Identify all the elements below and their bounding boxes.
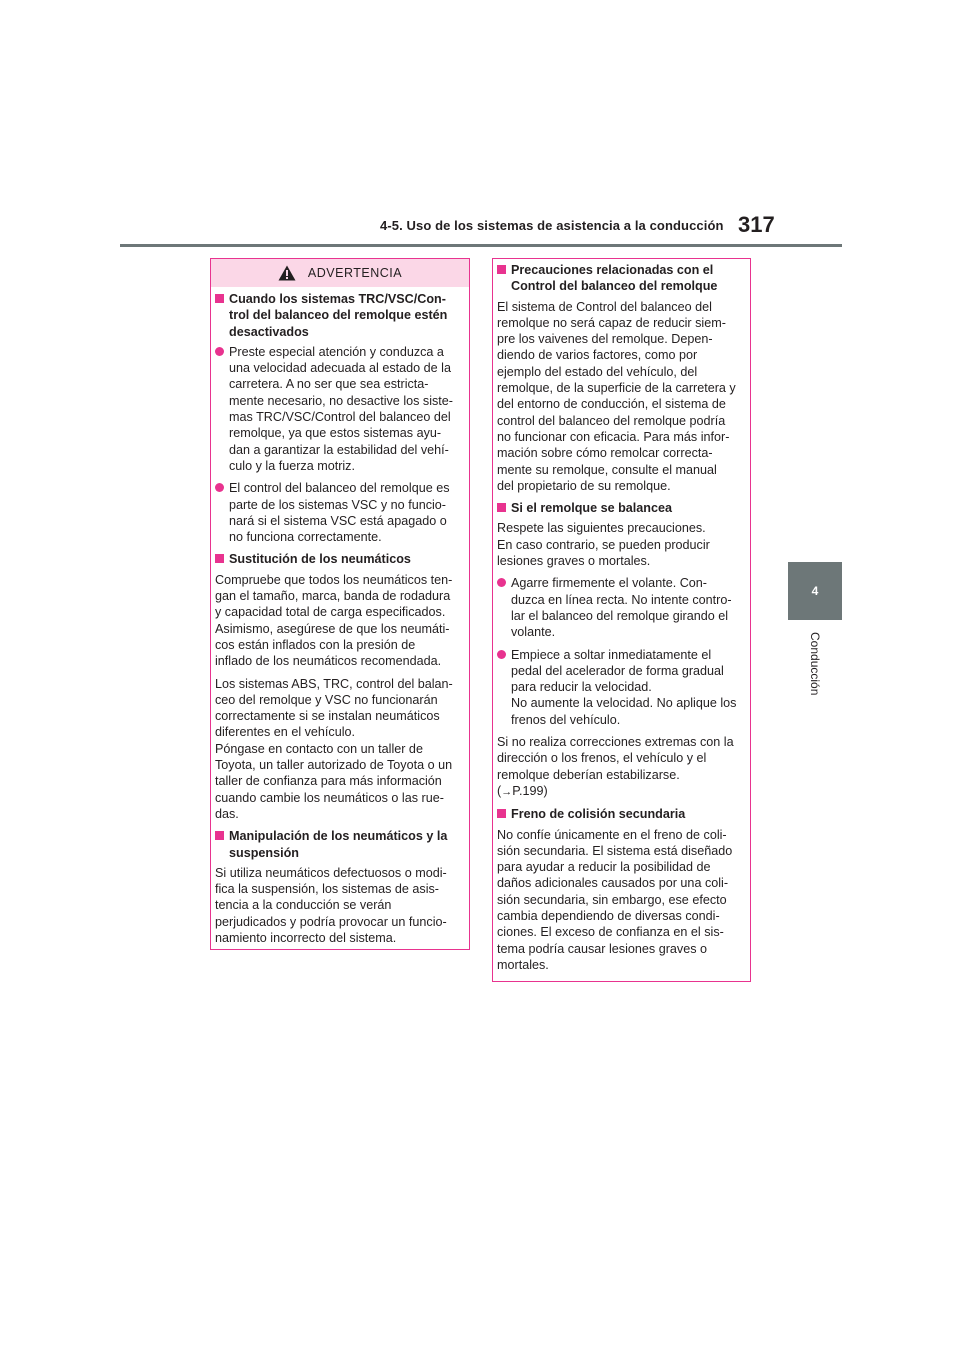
list-item [497, 647, 740, 728]
chapter-number: 4 [811, 584, 819, 598]
heading-text: Si el remolque se balancea [511, 501, 672, 516]
warning-box-continued [492, 258, 751, 982]
list-item-text: Empiece a soltar inmediatamente el pedal del acelerador de forma gradual para reducir la velocidad. No aumente la velocidad. No aplique los frenos del vehículo. [511, 647, 737, 727]
square-bullet-icon [497, 265, 506, 274]
warning-heading-trailer-sway [497, 500, 740, 516]
circle-bullet-icon [215, 347, 224, 356]
chapter-tab[interactable] [788, 562, 842, 620]
warning-box [210, 258, 470, 950]
paragraph-text: Si no realiza correcciones extremas con la dirección o los frenos, el vehículo y el remolque deberían estabilizarse. [497, 735, 734, 782]
heading-text: Precauciones relacionadas con el Control del balanceo del remolque [511, 263, 718, 294]
square-bullet-icon [215, 831, 224, 840]
right-arrow-icon: → [501, 785, 513, 798]
page-reference-link[interactable]: P.199) [512, 783, 548, 798]
circle-bullet-icon [497, 578, 506, 587]
paragraph: Respete las siguientes precauciones. En caso contrario, se pueden producir lesiones graves o mortales. [497, 521, 710, 569]
page-number: 317 [738, 212, 775, 237]
warning-heading-suspension [215, 828, 459, 861]
heading-text: Freno de colisión secundaria [511, 807, 686, 822]
paragraph: Si utiliza neumáticos defectuosos o modi- fica la suspensión, los sistemas de asis- tencia a la conducción se verán perjudicados y podría provocar un funcio- namiento incorrecto del sistema. [215, 865, 447, 945]
list-item [215, 480, 459, 545]
list-item [215, 344, 459, 474]
list-item-text: El control del balanceo del remolque es parte de los sistemas VSC y no funcio- nará si el sistema VSC está apagado o no funciona correctamente. [229, 481, 450, 545]
paragraph: No confíe únicamente en el freno de coli- sión secundaria. El sistema está diseñado para ayudar a reducir la posibilidad de daños adicionales causados por una coli- sión secundaria, sin embargo, ese efecto cambia dependiendo de diversas condi- ciones. El exceso de confianza en el sis- tema podría causar lesiones graves o mortales. [497, 827, 733, 972]
reference-open: ( [497, 783, 502, 798]
section-title: 4-5. Uso de los sistemas de asistencia a la conducción [380, 218, 724, 233]
chapter-label: Conducción [808, 632, 822, 696]
square-bullet-icon [215, 554, 224, 563]
heading-text: Sustitución de los neumáticos [229, 552, 411, 567]
warning-heading-sway-control [497, 262, 740, 295]
heading-text: Manipulación de los neumáticos y la suspensión [229, 829, 448, 860]
warning-title: ADVERTENCIA [307, 265, 403, 280]
list-item-text: Agarre firmemente el volante. Con- duzca en línea recta. No intente contro- lar el balanceo del remolque girando el volante. [511, 576, 732, 640]
paragraph-with-reference [497, 734, 740, 800]
circle-bullet-icon [215, 483, 224, 492]
warning-heading-trc-vsc [215, 291, 459, 340]
list-item [497, 575, 740, 640]
heading-text: Cuando los sistemas TRC/VSC/Con- trol del balanceo del remolque estén desactivados [229, 292, 448, 339]
warning-heading-tires [215, 551, 459, 567]
header-divider [120, 244, 842, 247]
paragraph: El sistema de Control del balanceo del remolque no será capaz de reducir siem- pre los vaivenes del remolque. Depen- diendo de varios factores, como por ejemplo del estado del vehículo, del remolque, de la superficie de la carretera y del entorno de conducción, el sistema de control del balanceo del remolque podría no funcionar con eficacia. Para más infor- mación sobre cómo remolcar correcta- mente su remolque, consulte el manual del propietario de su remolque. [497, 299, 736, 493]
square-bullet-icon [215, 294, 224, 303]
square-bullet-icon [497, 503, 506, 512]
paragraph: Compruebe que todos los neumáticos ten- gan el tamaño, marca, banda de rodadura y capacidad total de carga especificados. Asimismo, asegúrese de que los neumáti- cos están inflados con la presión de inflado de los neumáticos recomendada. [215, 572, 453, 669]
circle-bullet-icon [497, 650, 506, 659]
warning-header [211, 259, 469, 287]
square-bullet-icon [497, 809, 506, 818]
list-item-text: Preste especial atención y conduzca a una velocidad adecuada al estado de la carretera. A no ser que sea estricta- mente necesario, no desactive los siste- mas TRC/VSC/Control del balanceo del remolque, ya que estos sistemas ayu- dan a garantizar la estabilidad del vehí- culo y la fuerza motriz. [229, 344, 454, 473]
warning-triangle-icon [278, 265, 296, 281]
warning-heading-secondary-brake [497, 806, 740, 822]
paragraph: Los sistemas ABS, TRC, control del balan- ceo del remolque y VSC no funcionarán correctamente si se instalan neumáticos diferentes en el vehículo. Póngase en contacto con un taller de Toyota, un taller autorizado de Toyota o un taller de confianza para más información cuando cambie los neumáticos o las rue- das. [215, 676, 453, 821]
